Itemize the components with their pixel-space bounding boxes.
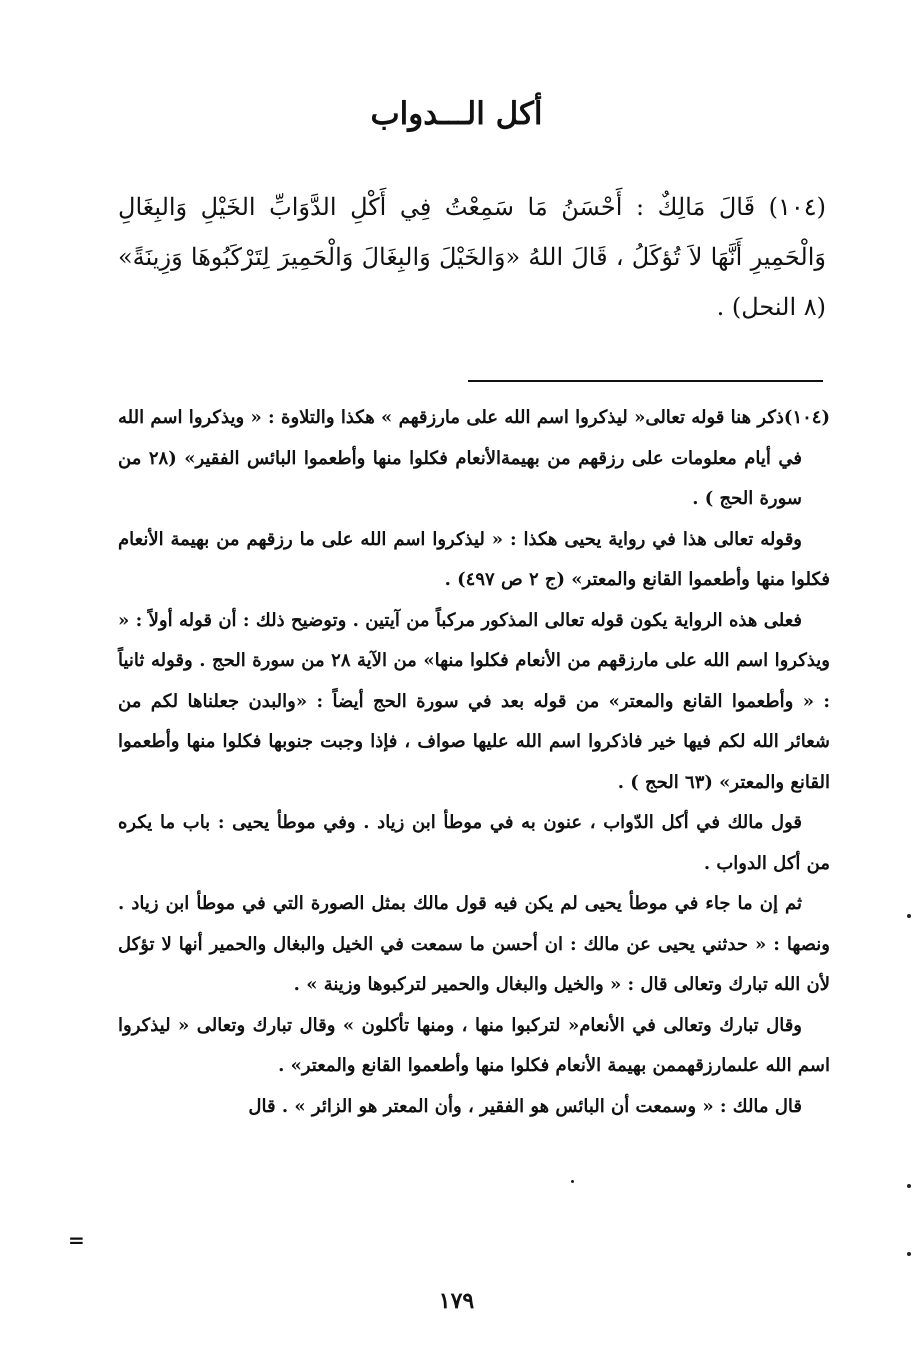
scan-speck [907,1184,911,1188]
footnote-paragraph: ثم إن ما جاء في موطأ يحيى لم يكن فيه قول مالك بمثل الصورة التي في موطأ ابن زياد . ونصها : « حدثني يحيى عن مالك : ان أحسن ما سمعت في الخيل والبغال والحمير أنها لا تؤكل لأن الله تبارك وتعالى قال : « والخيل والبغال والحمير لتركبوها وزينة » . [118,893,830,995]
footnote-separator [468,380,823,382]
footnote-paragraph: قال مالك : « وسمعت أن البائس هو الفقير ، وأن المعتر هو الزائر » . قال [248,1095,802,1117]
footnote-paragraph: قول مالك في أكل الدّواب ، عنون به في موطأ ابن زياد . وفي موطأ يحيى : باب ما يكره من أكل الدواب . [118,812,830,874]
main-text [118,182,826,332]
footnotes [118,398,830,1127]
scan-speck [907,914,911,918]
scan-speck [907,1252,911,1256]
footnote-104: (١٠٤)ذكر هنا قوله تعالى« ليذكروا اسم الله على مارزقهم » هكذا والتلاوة : « ويذكروا اسم الله في أيام معلومات على رزقهم من بهيمةالأنعام فكلوا منها وأطعموا البائس الفقير» (٢٨ من سورة الحج ) . [118,407,830,509]
footnote-paragraph: وقال تبارك وتعالى في الأنعام« لتركبوا منها ، ومنها تأكلون » وقال تبارك وتعالى « ليذكروا اسم الله علىمارزقهممن بهيمة الأنعام فكلوا منها وأطعموا القانع والمعتر» . [118,1014,830,1076]
footnote-paragraph: فعلى هذه الرواية يكون قوله تعالى المذكور مركباً من آيتين . وتوضيح ذلك : أن قوله أولاً : « ويذكروا اسم الله على مارزقهم من الأنعام فكلوا منها» من الآية ٢٨ من سورة الحج . وقوله ثانياً : « وأطعموا القانع والمعتر» من قوله بعد في سورة الحج أيضاً : «والبدن جعلناها لكم من شعائر الله لكم فيها خير فاذكروا اسم الله عليها صواف ، فإذا وجبت جنوبها فكلوا منها وأطعموا القانع والمعتر» (٦٣ الحج ) . [118,609,831,793]
scan-speck [571,1180,574,1183]
main-paragraph-104: (١٠٤) قَالَ مَالِكٌ : أَحْسَنُ مَا سَمِعْتُ فِي أَكْلِ الدَّوَابِّ الخَيْلِ وَالبِغَالِ وَالْحَمِيرِ أَنَّهَا لاَ تُؤكَلُ ، قَالَ اللهُ «وَالخَيْلَ وَالبِغَالَ وَالْحَمِيرَ لِتَرْكَبُوهَا وَزِينَةً» (٨ النحل) . [118,193,826,321]
page-number: ١٧٩ [438,1288,475,1314]
continuation-mark: = [68,1228,85,1252]
page-title: أكل الـــدواب [370,96,543,132]
footnote-paragraph: وقوله تعالى هذا في رواية يحيى هكذا : « ليذكروا اسم الله على ما رزقهم من بهيمة الأنعام فكلوا منها وأطعموا القانع والمعتر» (ج ٢ ص ٤٩٧) . [118,528,830,590]
